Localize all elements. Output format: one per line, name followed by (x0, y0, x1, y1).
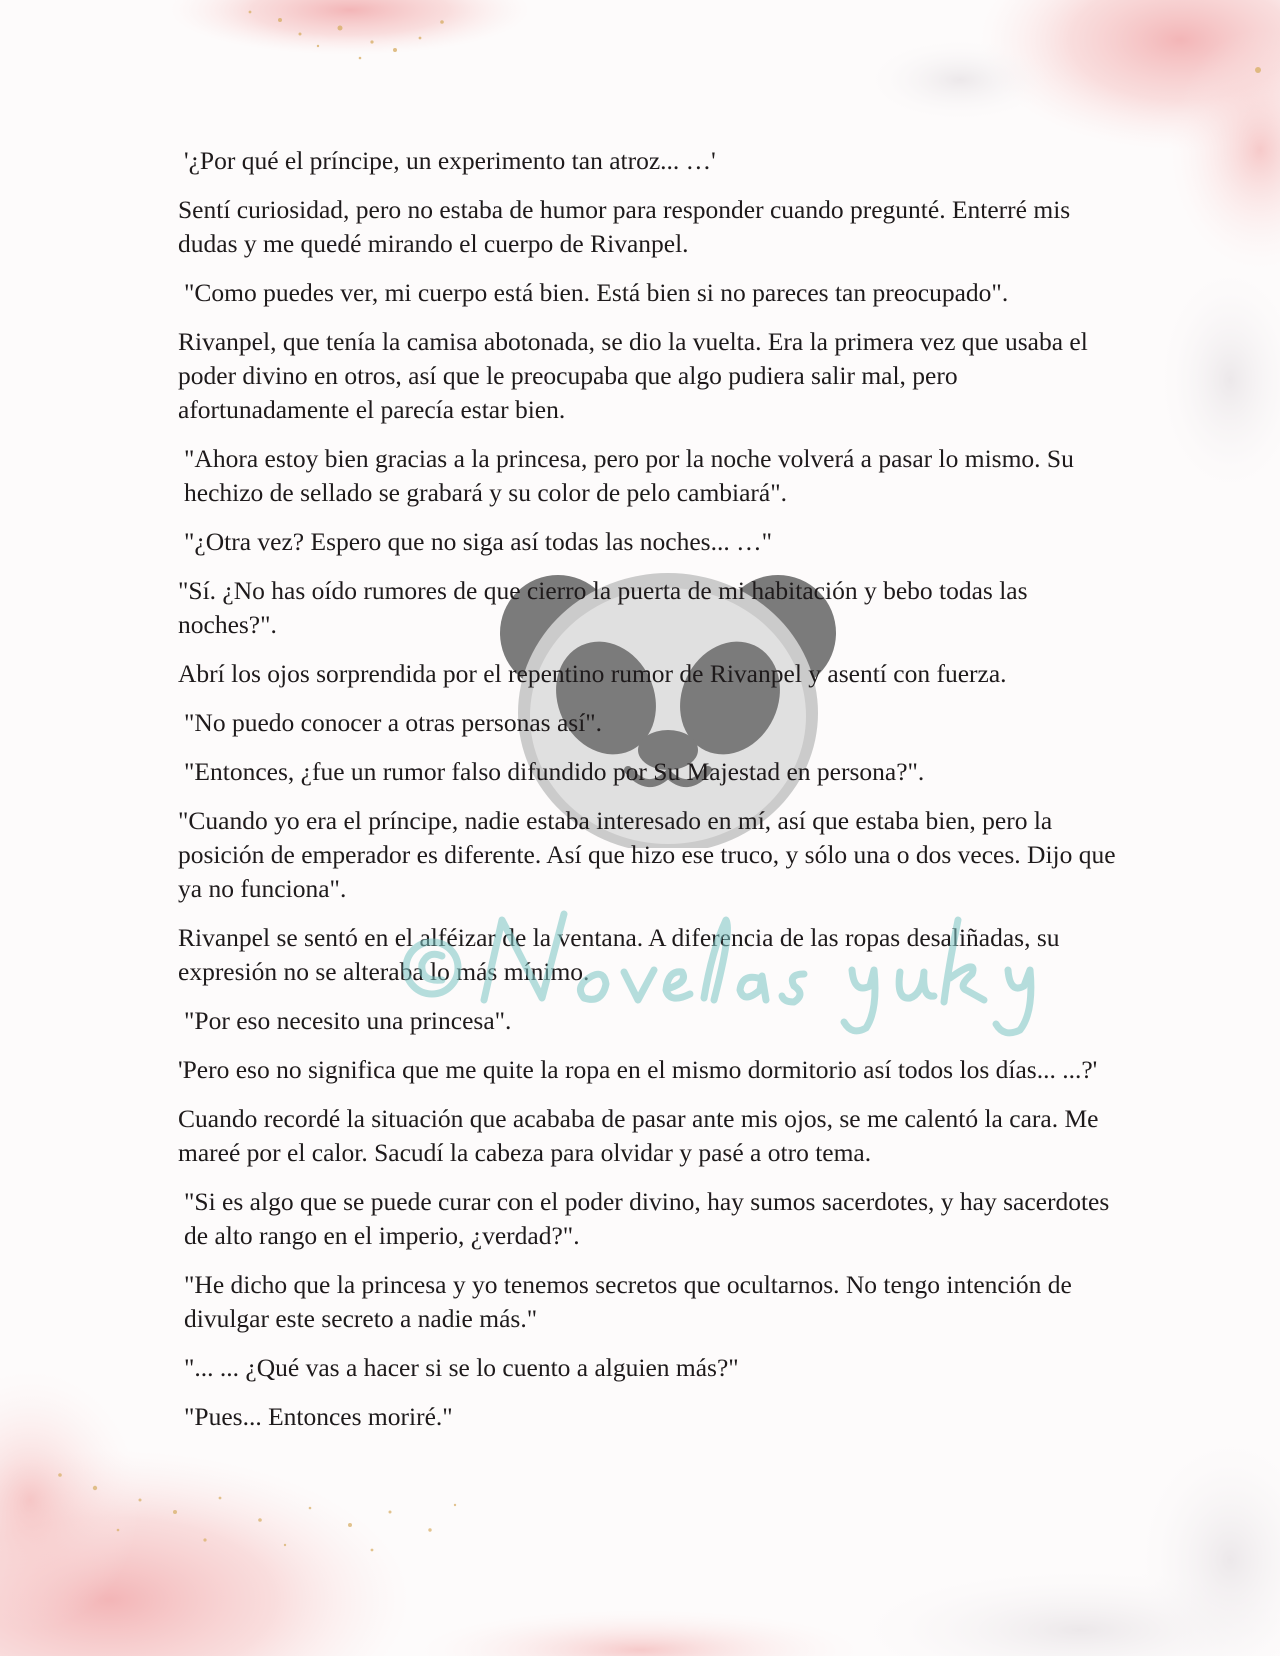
paragraph: "... ... ¿Qué vas a hacer si se lo cuento a alguien más?" (184, 1353, 739, 1382)
paragraph: "Cuando yo era el príncipe, nadie estaba interesado en mí, así que estaba bien, pero la posición de emperador es diferente. Así que hizo ese truco, y sólo una o dos veces. Dijo que ya no funciona". (178, 806, 1116, 903)
paragraph: Abrí los ojos sorprendida por el repentino rumor de Rivanpel y asentí con fuerza. (178, 659, 1007, 688)
paragraph: "Si es algo que se puede curar con el poder divino, hay sumos sacerdotes, y hay sacerdotes de alto rango en el imperio, ¿verdad?". (184, 1187, 1110, 1250)
document-body (178, 144, 1118, 1449)
paragraph: 'Pero eso no significa que me quite la ropa en el mismo dormitorio así todos los días... ...?' (178, 1055, 1098, 1084)
paragraph: Rivanpel, que tenía la camisa abotonada, se dio la vuelta. Era la primera vez que usaba el poder divino en otros, así que le preocupaba que algo pudiera salir mal, pero afortunadamente el parecía estar bien. (178, 327, 1088, 424)
paragraph: "¿Otra vez? Espero que no siga así todas las noches... …" (184, 527, 773, 556)
paragraph: Sentí curiosidad, pero no estaba de humor para responder cuando pregunté. Enterré mis dudas y me quedé mirando el cuerpo de Rivanpel. (178, 195, 1071, 258)
paragraph: "Ahora estoy bien gracias a la princesa, pero por la noche volverá a pasar lo mismo. Su hechizo de sellado se grabará y su color de pelo cambiará". (184, 444, 1074, 507)
paragraph: "No puedo conocer a otras personas así". (184, 708, 603, 737)
paragraph: "Sí. ¿No has oído rumores de que cierro la puerta de mi habitación y bebo todas las noches?". (178, 576, 1028, 639)
paragraph: "Como puedes ver, mi cuerpo está bien. Está bien si no pareces tan preocupado". (184, 278, 1009, 307)
paragraph: "He dicho que la princesa y yo tenemos secretos que ocultarnos. No tengo intención de divulgar este secreto a nadie más." (184, 1270, 1072, 1333)
watermark-signature (392, 890, 1092, 1040)
paragraph: Cuando recordé la situación que acababa de pasar ante mis ojos, se me calentó la cara. Me mareé por el calor. Sacudí la cabeza para olvidar y pasé a otro tema. (178, 1104, 1099, 1167)
paragraph: '¿Por qué el príncipe, un experimento tan atroz... …' (184, 146, 716, 175)
paragraph: "Pues... Entonces moriré." (184, 1402, 453, 1431)
paragraph: "Entonces, ¿fue un rumor falso difundido por Su Majestad en persona?". (184, 757, 925, 786)
paragraph: "Por eso necesito una princesa". (184, 1006, 512, 1035)
paragraph: Rivanpel se sentó en el alféizar de la ventana. A diferencia de las ropas desaliñadas, su expresión no se alteraba lo más mínimo. (178, 923, 1060, 986)
